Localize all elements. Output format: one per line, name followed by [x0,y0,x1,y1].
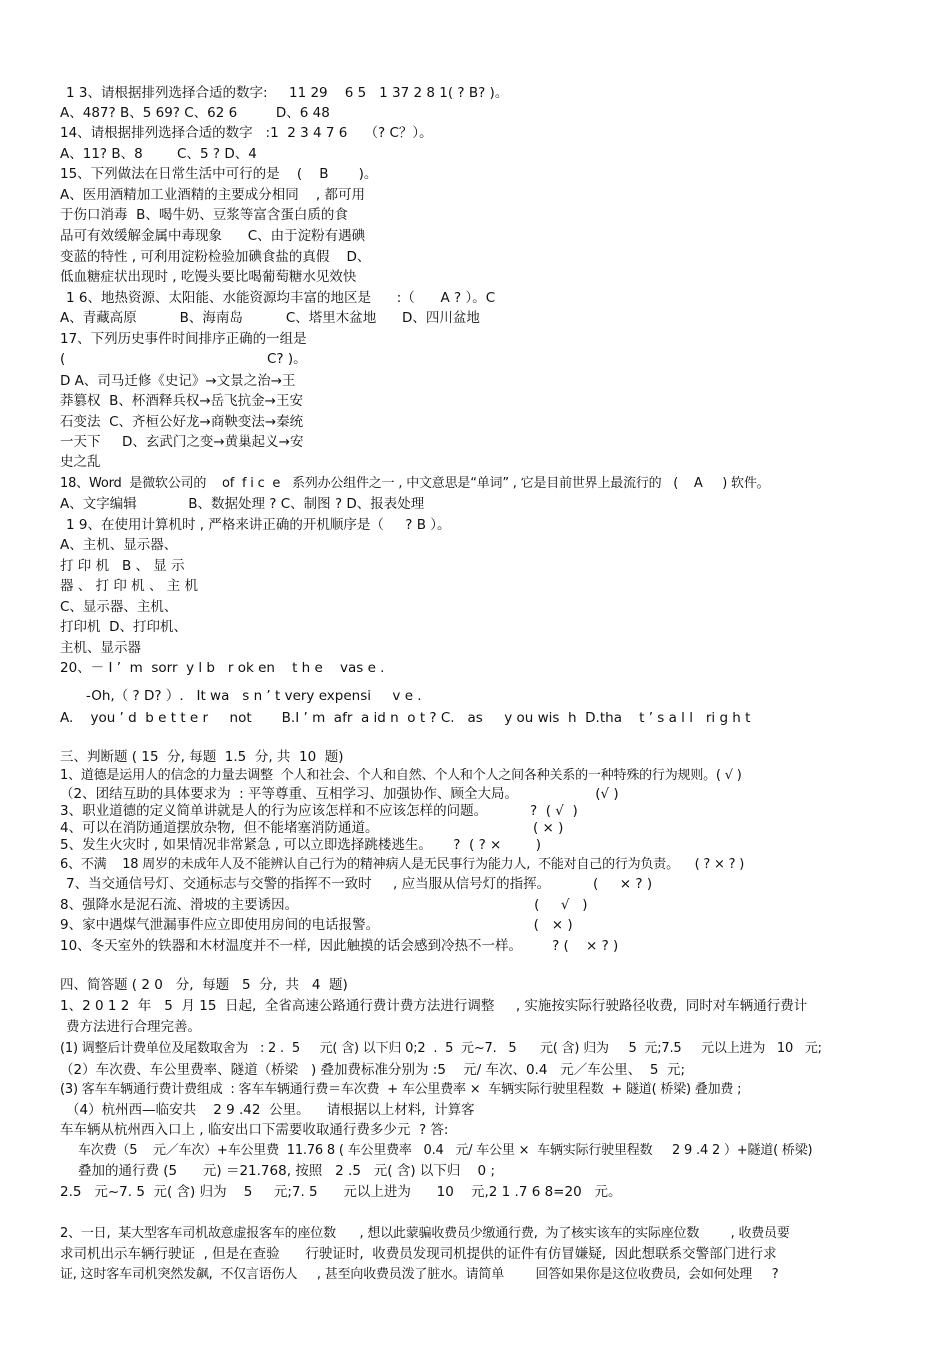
text-line: A、487? B、5 69? C、62 6 D、6 48 [60,105,330,121]
text-line: 1、道德是运用人的信念的力量去调整 个人和社会、个人和自然、个人和个人之间各种关系的一种特殊的行为规则。( √ ) [60,768,742,783]
text-line: 2.5 元~7. 5 元( 含) 归为 5 元;7. 5 元以上进为 10 元,2 1 .7 6 8=20 元。 [60,1184,622,1200]
text-line: 14、请根据排列选择合适的数字 :1 2 3 4 7 6 （? C？）。 [60,125,433,141]
text-line: 7、当交通信号灯、交通标志与交警的指挥不一致时 , 应当服从信号灯的指挥。 ( × ? ) [66,876,653,892]
section-heading-judgement: 三、判断题 ( 15 分, 每题 1.5 分, 共 10 题) [60,749,344,765]
text-line: A. you ’ d b e t t e r not B.I ’ m afr a id n o t ? C. as y ou wis h D.tha t ’ s a l l ri g h t [60,710,751,726]
text-line: 18、Word 是微软公司的 of f i c e 系列办公组件之一 , 中文意思是“单词” , 它是目前世界上最流行的 ( A ) 软件。 [60,476,770,491]
text-line: 9、家中遇煤气泄漏事件应立即使用房间的电话报警。 ( × ) [60,917,573,933]
text-line: -Oh,（ ? D? ）. It wa s n ’ t very expensi v e . [86,688,422,704]
text-line: D A、司马迁修《史记》→文景之治→王 [60,373,296,389]
text-line: 15、下列做法在日常生活中可行的是 ( B )。 [60,166,378,182]
text-line: 10、冬天室外的铁器和木材温度并不一样, 因此触摸的话会感到冷热不一样。 ? ( × ? ) [60,938,619,954]
section-heading-short-answer: 四、简答题 ( 2 0 分, 每题 5 分, 共 4 题) [60,977,348,993]
text-line: (3) 客车车辆通行费计费组成 : 客车车辆通行费＝车次费 + 车公里费率 × 车辆实际行驶里程数 + 隧道( 桥梁) 叠加费 ; [60,1082,742,1097]
text-line: 1 3、请根据排列选择合适的数字: 11 29 6 5 1 37 2 8 1( ? B? )。 [66,85,509,101]
text-line: A、青藏高原 B、海南岛 C、塔里木盆地 D、四川盆地 [60,310,480,326]
text-line: 5、发生火灾时 , 如果情况非常紧急 , 可以立即选择跳楼逃生。 ? ( ? × ) [60,837,541,853]
text-line: 低血糖症状出现时 , 吃馒头要比喝葡萄糖水见效快 [60,269,357,285]
text-line: 莽篡权 B、杯酒释兵权→岳飞抗金→王安 [60,393,303,409]
text-line: 1 6、地热资源、太阳能、水能资源均丰富的地区是 :（ A ? ）。C [66,290,496,306]
text-line: (1) 调整后计费单位及尾数取舍为 : 2 . 5 元( 含) 以下归 0;2 . 5 元~7. 5 元( 含) 归为 5 元;7.5 元以上进为 10 元; [60,1041,822,1056]
text-line: （2、团结互助的具体要求为 : 平等尊重、互相学习、加强协作、顾全大局。 (√ ) [60,786,619,802]
text-line: （2）车次费、车公里费率、隧道（桥梁 ) 叠加费标准分别为 :5 元/ 车次、0.4 元／车公里、 5 元; [60,1062,686,1078]
text-line: 6、不满 18 周岁的未成年人及不能辨认自己行为的精神病人是无民事行为能力人, 不能对自己的行为负责。 ( ? × ? ) [60,857,745,872]
text-line: 变蓝的特性 , 可利用淀粉检验加碘食盐的真假 D、 [60,249,371,265]
text-line: 史之乱 [60,454,101,470]
text-line: A、文字编辑 B、数据处理 ? C、制图 ? D、报表处理 [60,496,425,512]
text-line: 车车辆从杭州西入口上 , 临安出口下需要收取通行费多少元 ? 答: [60,1122,449,1138]
text-line: 17、下列历史事件时间排序正确的一组是 [60,331,307,347]
text-line: 2、一日, 某大型客车司机故意虚报客车的座位数 , 想以此蒙骗收费员少缴通行费, 为了核实该车的实际座位数 , 收费员要 [60,1226,790,1241]
text-line: A、11? B、8 C、5 ? D、4 [60,146,257,162]
text-line: 器 、 打 印 机 、 主 机 [60,578,199,594]
text-line: 品可有效缓解金属中毒现象 C、由于淀粉有遇碘 [60,228,366,244]
text-line: （4）杭州西—临安共 2 9 .42 公里。 请根据以上材料, 计算客 [66,1102,475,1118]
text-line: ( C? )。 [60,351,307,367]
text-line: 3、职业道德的定义简单讲就是人的行为应该怎样和不应该怎样的问题。 ? ( √ ) [60,803,578,819]
text-line: 4、可以在消防通道摆放杂物, 但不能堵塞消防通道。 ( × ) [60,820,564,836]
text-line: 于伤口消毒 B、喝牛奶、豆浆等富含蛋白质的食 [60,207,348,223]
text-line: 1 9、在使用计算机时 , 严格来讲正确的开机顺序是（ ? B ）。 [66,517,451,533]
text-line: 证, 这时客车司机突然发飙, 不仅言语伤人 , 甚至向收费员泼了脏水。请简单 回答如果你是这位收费员, 会如何处理 ? [60,1267,779,1282]
text-line: 费方法进行合理完善。 [66,1019,201,1035]
text-line: 一天下 D、玄武门之变→黄巢起义→安 [60,434,304,450]
text-line: 8、强降水是泥石流、滑坡的主要诱因。 ( √ ) [60,897,588,913]
text-line: 打 印 机 B 、 显 示 [60,558,185,574]
text-line: 叠加的通行费 (5 元) ＝21.768, 按照 2 .5 元( 含) 以下归 0 ; [78,1163,495,1179]
text-line: 打印机 D、打印机、 [60,619,187,635]
text-line: 求司机出示车辆行驶证 , 但是在查验 行驶证时, 收费员发现司机提供的证件有仿冒嫌疑, 因此想联系交警部门进行求 [60,1246,777,1262]
text-line: 1、2 0 1 2 年 5 月 15 日起, 全省高速公路通行费计费方法进行调整 , 实施按实际行驶路径收费, 同时对车辆通行费计 [60,998,808,1014]
text-line: C、显示器、主机、 [60,599,178,615]
text-line: A、主机、显示器、 [60,537,178,553]
text-line: A、医用酒精加工业酒精的主要成分相同 , 都可用 [60,187,365,203]
text-line: 车次费（5 元／车次）+车公里费 11.76 8 ( 车公里费率 0.4 元/ 车公里 × 车辆实际行驶里程数 2 9 .4 2 ）+隧道( 桥梁) [78,1143,813,1158]
text-line: 石变法 C、齐桓公好龙→商鞅变法→秦统 [60,414,304,430]
text-line: 主机、显示器 [60,640,141,656]
text-line: 20、－ I ’ m sorr y l b r ok en t h e vas e . [60,660,385,676]
